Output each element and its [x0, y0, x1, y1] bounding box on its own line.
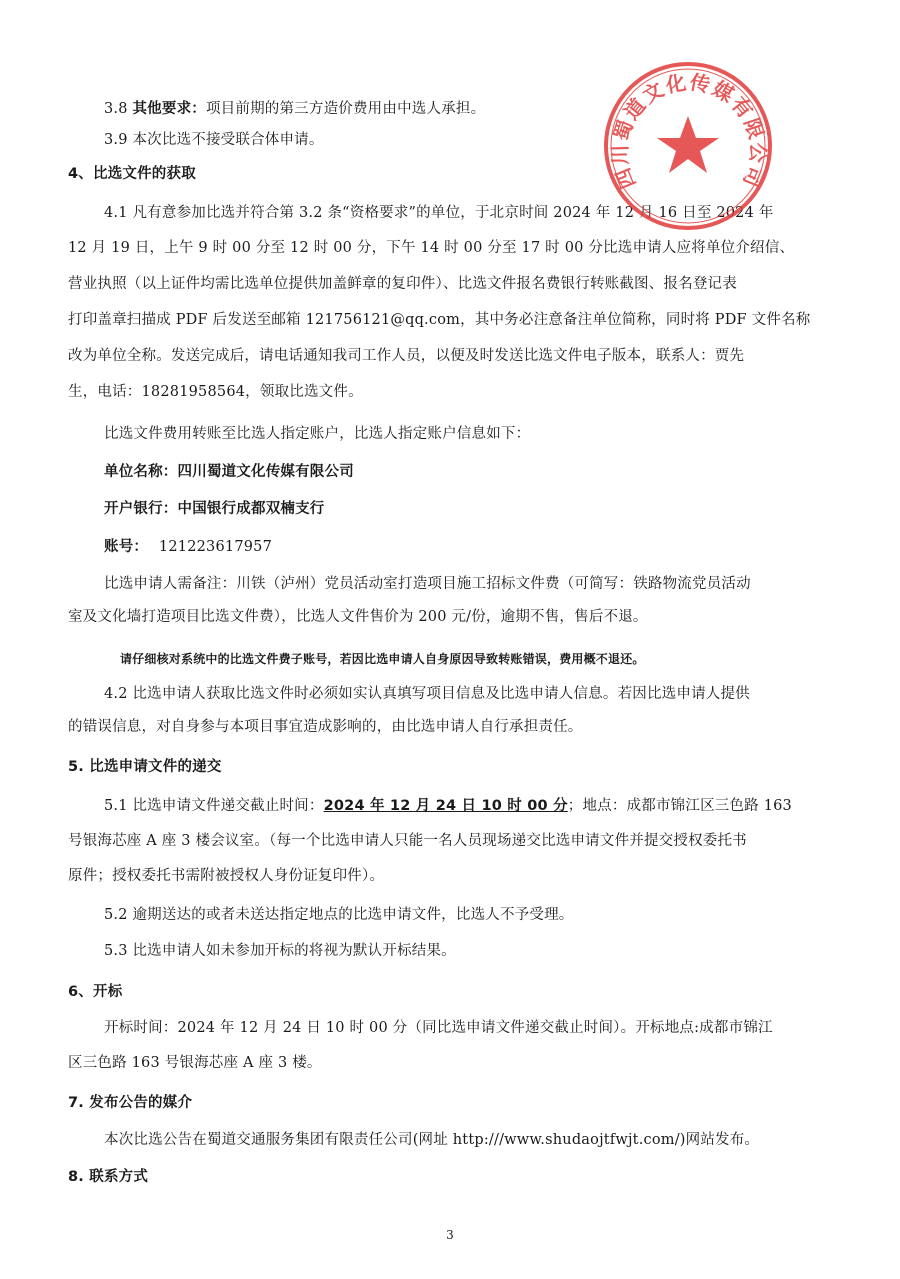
- item-3-9: 3.9 本次比选不接受联合体申请。: [104, 132, 324, 148]
- account-label: 账号：: [104, 539, 149, 555]
- bank-label: 开户银行：: [104, 501, 178, 517]
- item-5-3: 5.3 比选申请人如未参加开标的将视为默认开标结果。: [104, 943, 456, 959]
- account-value: 121223617957: [158, 539, 273, 555]
- section-8-heading: 8. 联系方式: [68, 1169, 149, 1185]
- account-row: [104, 537, 272, 557]
- p41-line-5: 改为单位全称。发送完成后，请电话通知我司工作人员，以便及时发送比选文件电子版本，联系人：贾先: [68, 348, 745, 364]
- remark-line-1: 比选申请人需备注：川铁（泸州）党员活动室打造项目施工招标文件费（可简写：铁路物流党员活动: [104, 576, 751, 592]
- unit-name-row: [104, 462, 354, 482]
- opening-line-1: 开标时间：2024 年 12 月 24 日 10 时 00 分（同比选申请文件递交截止时间）。开标地点:成都市锦江: [104, 1020, 773, 1036]
- p51-line-1: [104, 796, 792, 816]
- section-4-heading: 4、比选文件的获取: [68, 166, 196, 182]
- item-5-2: 5.2 逾期送达的或者未送达指定地点的比选申请文件，比选人不予受理。: [104, 907, 574, 923]
- account-intro: 比选文件费用转账至比选人指定账户，比选人指定账户信息如下：: [104, 426, 531, 442]
- p42-line-1: 4.2 比选申请人获取比选文件时必须如实认真填写项目信息及比选申请人信息。若因比选申请人提供: [104, 686, 750, 702]
- publish-media-text: 本次比选公告在蜀道交通服务集团有限责任公司(网址 http:///www.shudaojtfwjt.com/)网站发布。: [104, 1132, 760, 1148]
- seal-star-icon: [657, 116, 719, 173]
- p51-prefix: 5.1 比选申请文件递交截止时间：: [104, 798, 324, 814]
- p51-suffix: ；地点：成都市锦江区三色路 163: [567, 798, 792, 814]
- p42-line-2: 的错误信息，对自身参与本项目事宜造成影响的，由比选申请人自行承担责任。: [68, 719, 583, 735]
- opening-line-2: 区三色路 163 号银海芯座 A 座 3 楼。: [68, 1055, 322, 1071]
- p41-line-4: 打印盖章扫描成 PDF 后发送至邮箱 121756121@qq.com，其中务必注意备注单位简称，同时将 PDF 文件名称: [68, 312, 811, 328]
- p41-line-2: 12 月 19 日，上午 9 时 00 分至 12 时 00 分，下午 14 时 00 分至 17 时 00 分比选申请人应将单位介绍信、: [68, 240, 795, 256]
- item-3-8: [104, 99, 485, 119]
- bank-row: [104, 499, 325, 519]
- submission-deadline: 2024 年 12 月 24 日 10 时 00 分: [323, 798, 568, 814]
- item-number: 3.8: [104, 101, 128, 117]
- page-number: 3: [446, 1228, 454, 1242]
- company-seal: [600, 58, 775, 233]
- bank-value: 中国银行成都双楠支行: [177, 501, 325, 517]
- p41-line-1: 4.1 凡有意参加比选并符合第 3.2 条“资格要求”的单位，于北京时间 2024 年 12 月 16 日至 2024 年: [104, 205, 774, 221]
- seal-text: 四川蜀道文化传媒有限公司: [607, 69, 771, 193]
- section-7-heading: 7. 发布公告的媒介: [68, 1095, 193, 1111]
- p51-line-3: 原件；授权委托书需附被授权人身份证复印件）。: [68, 868, 385, 884]
- section-6-heading: 6、开标: [68, 984, 123, 1000]
- fee-warning: 请仔细核对系统中的比选文件费子账号，若因比选申请人自身原因导致转账错误，费用概不退还。: [120, 652, 645, 666]
- p51-line-2: 号银海芯座 A 座 3 楼会议室。（每一个比选申请人只能一名人员现场递交比选申请文件并提交授权委托书: [68, 833, 747, 849]
- unit-name-label: 单位名称：: [104, 464, 178, 480]
- item-label: 其他要求：: [132, 101, 206, 117]
- item-text: 项目前期的第三方造价费用由中选人承担。: [205, 101, 486, 117]
- remark-line-2: 室及文化墙打造项目比选文件费），比选人文件售价为 200 元/份，逾期不售，售后不退。: [68, 609, 648, 625]
- unit-name-value: 四川蜀道文化传媒有限公司: [177, 464, 354, 480]
- p41-line-3: 营业执照（以上证件均需比选单位提供加盖鲜章的复印件）、比选文件报名费银行转账截图、报名登记表: [68, 276, 737, 292]
- p41-line-6: 生，电话：18281958564，领取比选文件。: [68, 384, 363, 400]
- section-5-heading: 5. 比选申请文件的递交: [68, 759, 222, 775]
